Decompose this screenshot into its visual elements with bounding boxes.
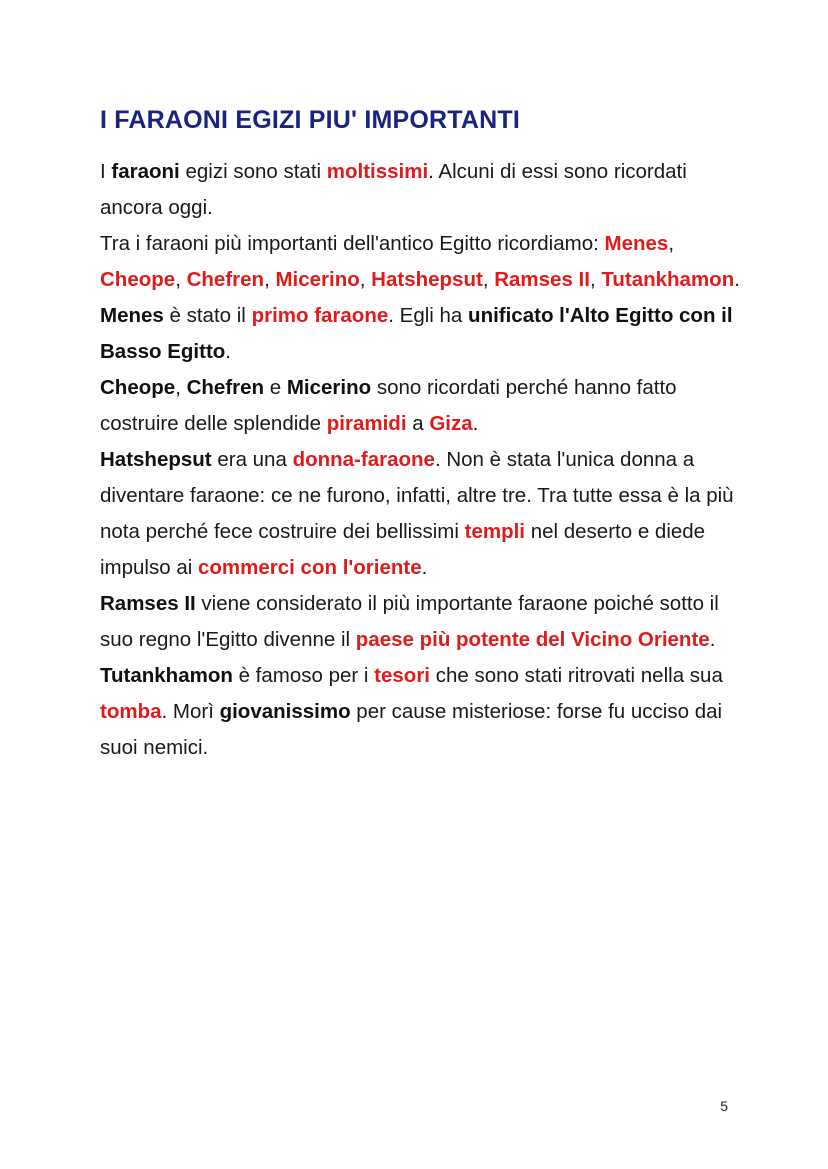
text-run: Tra i faraoni più importanti dell'antico Egitto ricordiamo: xyxy=(100,232,605,255)
text-run: , xyxy=(668,232,675,255)
text-run: , xyxy=(264,268,276,291)
text-run: . xyxy=(225,340,231,363)
paragraph-piramidi xyxy=(100,370,740,442)
highlighted-term: primo faraone xyxy=(251,304,389,327)
text-run: e xyxy=(264,376,287,399)
text-run: che sono stati ritrovati nella sua xyxy=(430,664,723,687)
text-run: , xyxy=(482,268,495,291)
text-run: . xyxy=(734,268,740,291)
highlighted-term: templi xyxy=(464,520,525,543)
bold-term: faraoni xyxy=(111,160,180,183)
paragraph-intro xyxy=(100,154,740,226)
highlighted-term: Chefren xyxy=(186,268,265,291)
text-run: per cause misteriose: forse fu ucciso dai suoi nemici. xyxy=(100,700,723,759)
text-run: , xyxy=(175,268,187,291)
text-run: viene considerato il più importante faraone poiché sotto il suo regno l'Egitto divenne il xyxy=(100,592,719,651)
text-run: nel deserto e diede impulso ai xyxy=(100,520,706,579)
bold-term: Cheope xyxy=(100,376,176,399)
text-run: è famoso per i xyxy=(232,664,375,687)
text-run: , xyxy=(589,268,602,291)
bold-term: Tutankhamon xyxy=(100,664,233,687)
highlighted-term: donna-faraone xyxy=(292,448,435,471)
highlighted-term: commerci con l'oriente xyxy=(198,556,422,579)
bold-term: Menes xyxy=(100,304,164,327)
highlighted-term: Hatshepsut xyxy=(371,268,483,291)
page-title: I FARAONI EGIZI PIU' IMPORTANTI xyxy=(100,106,521,134)
highlighted-term: Giza xyxy=(429,412,473,435)
highlighted-term: tesori xyxy=(374,664,430,687)
highlighted-term: tomba xyxy=(100,700,162,723)
highlighted-term: Tutankhamon xyxy=(601,268,735,291)
text-run: . xyxy=(472,412,479,435)
highlighted-term: Micerino xyxy=(275,268,360,291)
bold-term: unificato l'Alto Egitto con il Basso Egitto xyxy=(100,304,733,363)
highlighted-term: paese più potente del Vicino Oriente xyxy=(355,628,710,651)
body-text xyxy=(100,154,740,766)
text-run: è stato il xyxy=(163,304,252,327)
highlighted-term: Menes xyxy=(604,232,669,255)
paragraph-list xyxy=(100,226,740,298)
bold-term: Chefren xyxy=(186,376,265,399)
paragraph-ramses xyxy=(100,586,740,658)
text-run: . xyxy=(709,628,716,651)
text-run: a xyxy=(406,412,430,435)
text-run: era una xyxy=(211,448,293,471)
highlighted-term: Cheope xyxy=(100,268,176,291)
text-run: . Alcuni di essi sono ricordati ancora oggi. xyxy=(100,160,687,219)
highlighted-term: piramidi xyxy=(326,412,407,435)
page-number: 5 xyxy=(720,1098,728,1114)
text-run: , xyxy=(359,268,372,291)
bold-term: giovanissimo xyxy=(219,700,351,723)
text-run: I xyxy=(100,160,112,183)
text-run: . Non è stata l'unica donna a diventare faraone: ce ne furono, infatti, altre tre. Tra tutte essa è la più nota perché fece costruire dei bellissimi xyxy=(100,448,734,543)
paragraph-hatshepsut xyxy=(100,442,740,586)
text-run: . Morì xyxy=(161,700,220,723)
text-run: , xyxy=(175,376,187,399)
text-run: egizi sono stati xyxy=(179,160,327,183)
highlighted-term: Ramses II xyxy=(494,268,590,291)
text-run: . xyxy=(421,556,428,579)
bold-term: Hatshepsut xyxy=(100,448,212,471)
highlighted-term: moltissimi xyxy=(326,160,429,183)
bold-term: Ramses II xyxy=(100,592,196,615)
text-run: sono ricordati perché hanno fatto costruire delle splendide xyxy=(100,376,677,435)
bold-term: Micerino xyxy=(286,376,372,399)
text-run: . Egli ha xyxy=(388,304,469,327)
paragraph-tutankhamon xyxy=(100,658,740,766)
paragraph-menes xyxy=(100,298,740,370)
